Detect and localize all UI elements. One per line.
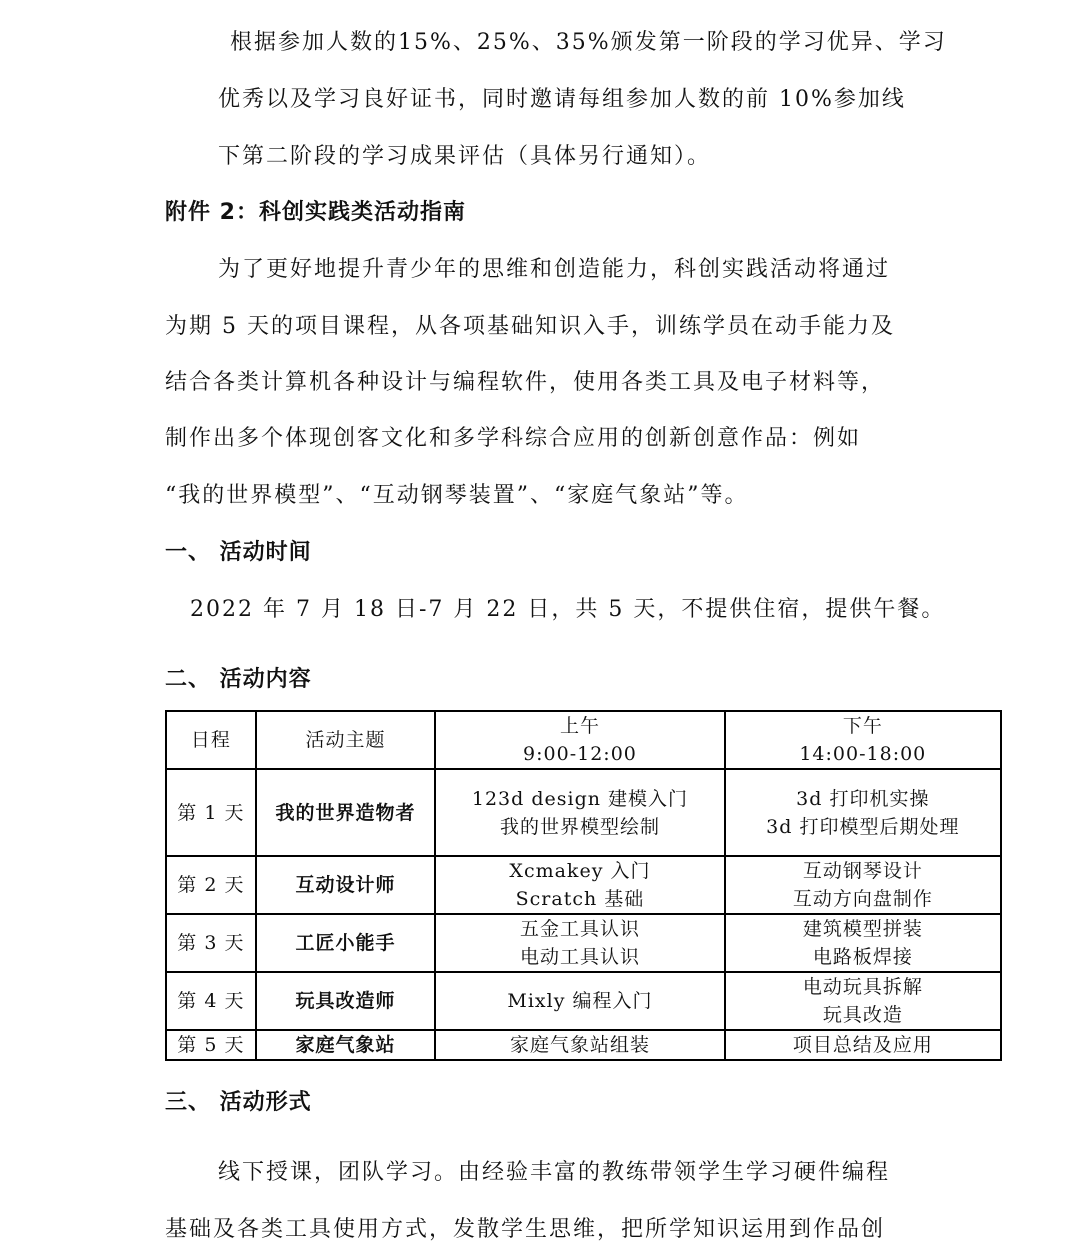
form-line-1: 线下授课，团队学习。由经验丰富的教练带领学生学习硬件编程 xyxy=(218,1160,891,1185)
row-theme: 玩具改造师 xyxy=(256,972,435,1030)
table-row xyxy=(166,1030,1001,1060)
row-day: 第 2 天 xyxy=(166,856,256,914)
row-morning xyxy=(435,914,724,972)
afternoon-item: 3d 打印机实操 xyxy=(796,787,930,810)
header-afternoon xyxy=(725,711,1001,769)
intro-line-3: 下第二阶段的学习成果评估（具体另行通知）。 xyxy=(218,144,712,169)
afternoon-item: 项目总结及应用 xyxy=(792,1034,933,1056)
table-row xyxy=(166,769,1001,856)
row-morning xyxy=(435,769,724,856)
row-day: 第 5 天 xyxy=(166,1030,256,1060)
row-theme: 工匠小能手 xyxy=(256,914,435,972)
row-day: 第 1 天 xyxy=(166,769,256,856)
row-day: 第 4 天 xyxy=(166,972,256,1030)
morning-item: 五金工具认识 xyxy=(519,918,640,940)
header-theme: 活动主题 xyxy=(256,711,435,769)
row-afternoon xyxy=(725,769,1001,856)
row-afternoon xyxy=(725,1030,1001,1060)
row-theme: 家庭气象站 xyxy=(256,1030,435,1060)
row-morning xyxy=(435,972,724,1030)
morning-item: 我的世界模型绘制 xyxy=(499,815,660,838)
summary-line-5: “我的世界模型”、“互动钢琴装置”、“家庭气象站”等。 xyxy=(165,483,749,508)
morning-item: 电动工具认识 xyxy=(519,946,640,968)
table-row xyxy=(166,914,1001,972)
morning-item: 家庭气象站组装 xyxy=(509,1034,650,1056)
header-morning-time: 9:00-12:00 xyxy=(523,743,637,765)
afternoon-item: 建筑模型拼装 xyxy=(802,918,923,940)
table-row xyxy=(166,972,1001,1030)
header-day: 日程 xyxy=(166,711,256,769)
section-2-title: 二、 活动内容 xyxy=(165,667,312,692)
table-row xyxy=(166,856,1001,914)
row-day: 第 3 天 xyxy=(166,914,256,972)
section-3-title: 三、 活动形式 xyxy=(165,1090,312,1115)
header-morning xyxy=(435,711,724,769)
header-morning-label: 上午 xyxy=(559,715,600,737)
afternoon-item: 电路板焊接 xyxy=(812,946,913,968)
schedule-table xyxy=(165,710,1002,1061)
afternoon-item: 互动钢琴设计 xyxy=(802,860,923,882)
row-afternoon xyxy=(725,914,1001,972)
afternoon-item: 玩具改造 xyxy=(822,1004,903,1026)
row-morning xyxy=(435,856,724,914)
summary-line-2: 为期 5 天的项目课程，从各项基础知识入手，训练学员在动手能力及 xyxy=(165,314,895,339)
summary-line-1: 为了更好地提升青少年的思维和创造能力，科创实践活动将通过 xyxy=(218,257,891,282)
morning-item: Scratch 基础 xyxy=(515,888,645,910)
morning-item: Xcmakey 入门 xyxy=(509,860,651,882)
afternoon-item: 3d 打印模型后期处理 xyxy=(766,815,960,838)
afternoon-item: 电动玩具拆解 xyxy=(802,976,923,998)
intro-line-2: 优秀以及学习良好证书，同时邀请每组参加人数的前 10%参加线 xyxy=(218,87,906,112)
table-header-row xyxy=(166,711,1001,769)
row-afternoon xyxy=(725,856,1001,914)
morning-item: 123d design 建模入门 xyxy=(471,787,689,810)
intro-line-1: 根据参加人数的15%、25%、35%颁发第一阶段的学习优异、学习 xyxy=(230,30,947,55)
row-theme: 我的世界造物者 xyxy=(256,769,435,856)
summary-line-4: 制作出多个体现创客文化和多学科综合应用的创新创意作品：例如 xyxy=(165,426,862,451)
afternoon-item: 互动方向盘制作 xyxy=(792,888,933,910)
header-afternoon-time: 14:00-18:00 xyxy=(799,743,927,765)
row-morning xyxy=(435,1030,724,1060)
row-afternoon xyxy=(725,972,1001,1030)
header-afternoon-label: 下午 xyxy=(842,715,883,737)
activity-time-text: 2022 年 7 月 18 日-7 月 22 日，共 5 天，不提供住宿，提供午餐。 xyxy=(190,597,946,622)
summary-line-3: 结合各类计算机各种设计与编程软件，使用各类工具及电子材料等， xyxy=(165,370,886,395)
morning-item: Mixly 编程入门 xyxy=(507,990,653,1012)
form-line-2: 基础及各类工具使用方式，发散学生思维，把所学知识运用到作品创 xyxy=(165,1217,886,1242)
attachment-title: 附件 2：科创实践类活动指南 xyxy=(165,200,466,225)
row-theme: 互动设计师 xyxy=(256,856,435,914)
section-1-title: 一、 活动时间 xyxy=(165,540,312,565)
